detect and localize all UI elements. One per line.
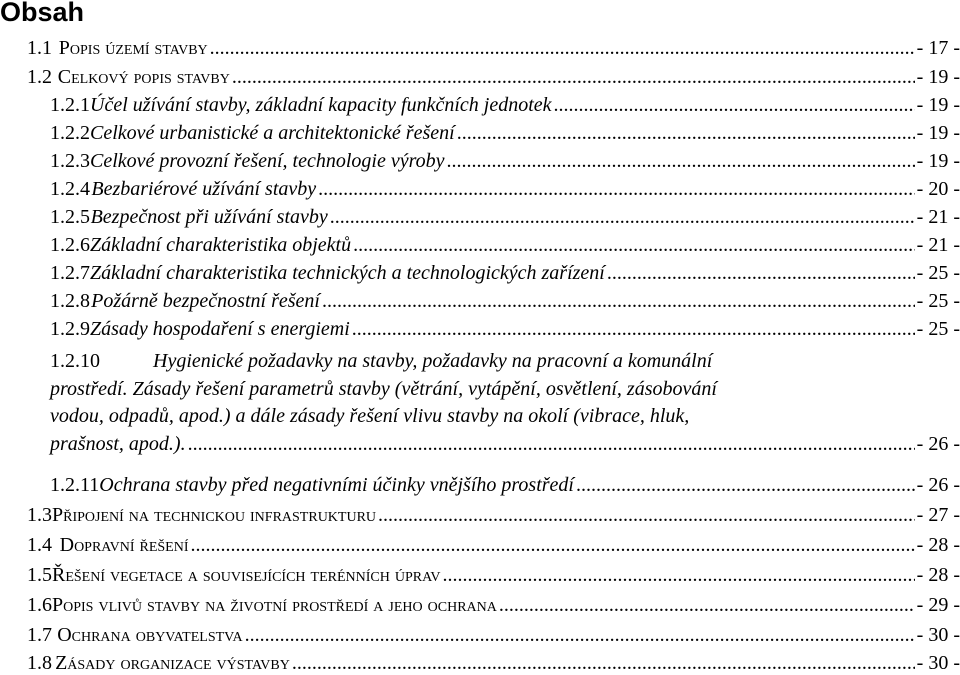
toc-entry-number: 1.2.11 <box>50 474 100 496</box>
toc-entry-page: - 28 - <box>916 564 960 586</box>
toc-entry-1-2-5[interactable] <box>50 206 960 229</box>
toc-entry-page: - 29 - <box>916 594 960 616</box>
toc-entry-title-line: prašnost, apod.). <box>50 432 186 455</box>
toc-entry-number: 1.2.1 <box>50 94 90 116</box>
toc-entry-1-2-11[interactable] <box>50 474 960 497</box>
toc-entry-line <box>50 348 950 376</box>
toc-entry-number: 1.2.7 <box>50 262 90 284</box>
toc-entry-title: Celkové urbanistické a architektonické řešení <box>90 122 455 144</box>
toc-dot-leader <box>554 94 915 117</box>
toc-entry-title: Řešení vegetace a souvisejících terénních úprav <box>52 564 441 586</box>
toc-entry-title: Zásady organizace výstavby <box>55 652 290 674</box>
toc-entry-page: - 19 - <box>916 122 960 144</box>
toc-entry-title: Ochrana stavby před negativními účinky vnějšího prostředí <box>99 474 574 496</box>
toc-entry-number: 1.2.6 <box>50 234 90 256</box>
toc-entry-page: - 30 - <box>916 624 960 646</box>
toc-entry-1-2-9[interactable] <box>50 318 960 341</box>
toc-entry-title: Připojení na technickou infrastrukturu <box>52 504 377 526</box>
toc-entry-number: 1.1 <box>27 37 52 59</box>
toc-entry-1-2[interactable] <box>27 66 960 89</box>
toc-entry-page: - 21 - <box>916 206 960 228</box>
toc-dot-leader <box>499 594 915 617</box>
toc-entry-page: - 26 - <box>916 432 960 455</box>
toc-entry-page: - 27 - <box>916 504 960 526</box>
toc-entry-number: 1.2.8 <box>50 290 90 312</box>
toc-entry-1-6[interactable] <box>27 594 960 617</box>
toc-entry-1-7[interactable] <box>27 624 960 647</box>
toc-entry-title: Zásady hospodaření s energiemi <box>90 318 350 340</box>
toc-entry-1-2-3[interactable] <box>50 150 960 173</box>
toc-dot-leader <box>353 234 915 257</box>
toc-entry-1-5[interactable] <box>27 564 960 587</box>
toc-entry-title: Požárně bezpečnostní řešení <box>91 290 320 312</box>
toc-entry-title: Základní charakteristika objektů <box>90 234 352 256</box>
toc-entry-page: - 28 - <box>916 534 960 556</box>
toc-entry-title: Základní charakteristika technických a technologických zařízení <box>90 262 605 284</box>
toc-entry-1-8[interactable] <box>27 652 960 675</box>
toc-dot-leader <box>457 122 915 145</box>
toc-entry-title-line: vodou, odpadů, apod.) a dále zásady řešení vlivu stavby na okolí (vibrace, hluk, <box>50 405 690 427</box>
toc-entry-1-2-10[interactable] <box>50 348 960 458</box>
toc-entry-line <box>50 376 950 404</box>
toc-entry-number: 1.2.9 <box>50 318 90 340</box>
toc-entry-page: - 19 - <box>916 150 960 172</box>
toc-entry-title: Ochrana obyvatelstva <box>57 624 243 646</box>
toc-entry-1-2-6[interactable] <box>50 234 960 257</box>
toc-entry-title: Popis vlivů stavby na životní prostředí a jeho ochrana <box>52 594 497 616</box>
toc-entry-1-2-1[interactable] <box>50 94 960 117</box>
toc-entry-1-2-8[interactable] <box>50 290 960 313</box>
toc-entry-number: 1.2.4 <box>50 178 90 200</box>
toc-entry-page: - 17 - <box>916 37 960 59</box>
toc-dot-leader <box>576 474 915 497</box>
toc-entry-number: 1.2.2 <box>50 122 90 144</box>
toc-entry-number: 1.3 <box>27 504 52 526</box>
toc-entry-page: - 21 - <box>916 234 960 256</box>
toc-entry-number: 1.7 <box>27 624 52 646</box>
toc-entry-number: 1.4 <box>27 534 52 556</box>
toc-dot-leader <box>210 37 915 60</box>
toc-entry-number: 1.2.10 <box>50 350 100 372</box>
toc-entry-title: Popis území stavby <box>58 37 208 59</box>
toc-entry-page: - 25 - <box>916 290 960 312</box>
toc-entry-1-3[interactable] <box>27 504 960 527</box>
toc-entry-page: - 26 - <box>916 474 960 496</box>
toc-entry-title-line: Hygienické požadavky na stavby, požadavky na pracovní a komunální <box>153 350 713 372</box>
toc-entry-title: Účel užívání stavby, základní kapacity funkčních jednotek <box>90 94 552 116</box>
toc-entry-page: - 19 - <box>916 94 960 116</box>
toc-dot-leader <box>322 290 915 313</box>
toc-entry-1-1[interactable] <box>27 37 960 60</box>
toc-entry-1-2-2[interactable] <box>50 122 960 145</box>
toc-dot-leader <box>607 262 915 285</box>
toc-entry-title: Celkové provozní řešení, technologie výroby <box>90 150 445 172</box>
toc-entry-line <box>50 403 950 431</box>
toc-dot-leader <box>191 534 915 557</box>
toc-entry-1-4[interactable] <box>27 534 960 557</box>
toc-entry-line <box>50 431 960 459</box>
toc-entry-page: - 25 - <box>916 262 960 284</box>
toc-dot-leader <box>318 178 915 201</box>
toc-entry-number: 1.2.5 <box>50 206 90 228</box>
toc-dot-leader <box>330 206 915 229</box>
toc-entry-title: Celkový popis stavby <box>57 66 230 88</box>
toc-dot-leader <box>443 564 915 587</box>
toc-entry-number: 1.2.3 <box>50 150 90 172</box>
toc-entry-page: - 25 - <box>916 318 960 340</box>
toc-dot-leader <box>447 150 915 173</box>
toc-entry-number: 1.8 <box>27 652 52 674</box>
toc-dot-leader <box>292 652 915 675</box>
toc-dot-leader <box>232 66 915 89</box>
toc-heading: Obsah <box>0 0 85 27</box>
toc-entry-1-2-4[interactable] <box>50 178 960 201</box>
toc-entry-number: 1.2 <box>27 66 52 88</box>
toc-entry-page: - 19 - <box>916 66 960 88</box>
toc-dot-leader <box>245 624 915 647</box>
toc-entry-number: 1.5 <box>27 564 52 586</box>
toc-entry-title: Bezpečnost při užívání stavby <box>90 206 328 228</box>
toc-entry-1-2-7[interactable] <box>50 262 960 285</box>
toc-entry-page: - 20 - <box>916 178 960 200</box>
toc-entry-number: 1.6 <box>27 594 52 616</box>
toc-entry-title-line: prostředí. Zásady řešení parametrů stavby (větrání, vytápění, osvětlení, zásobování <box>50 377 717 400</box>
toc-dot-leader <box>378 504 915 527</box>
toc-entry-page: - 30 - <box>916 652 960 674</box>
toc-entry-title: Dopravní řešení <box>59 534 189 556</box>
toc-dot-leader <box>352 318 915 341</box>
toc-dot-leader <box>188 431 915 459</box>
toc-entry-title: Bezbariérové užívání stavby <box>91 178 317 200</box>
